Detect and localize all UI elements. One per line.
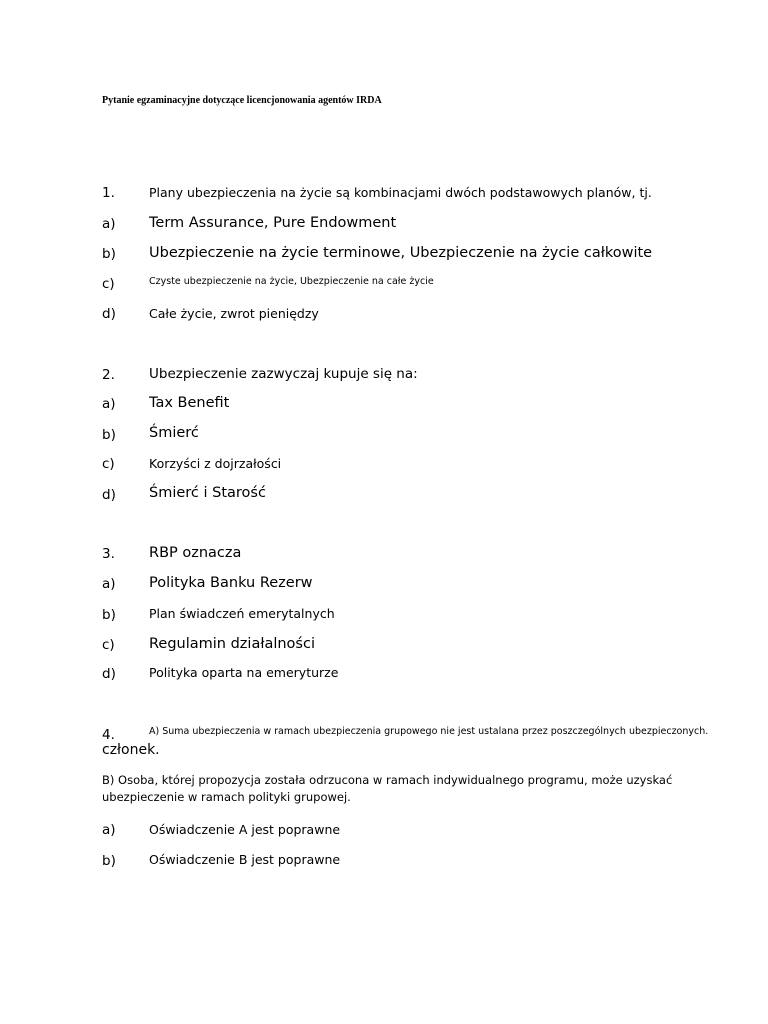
option-text: Całe życie, zwrot pieniędzy [149, 306, 319, 321]
option-text: Korzyści z dojrzałości [149, 456, 282, 471]
option-text: Regulamin działalności [149, 636, 315, 652]
option-marker: d) [102, 666, 116, 682]
option-marker: b) [102, 607, 116, 623]
option-text: Śmierć i Starość [149, 485, 266, 501]
option-marker: a) [102, 396, 116, 412]
question-number: 2. [102, 367, 115, 383]
question-text: RBP oznacza [149, 545, 242, 561]
option-marker: b) [102, 853, 116, 869]
option-marker: d) [102, 487, 116, 503]
option-marker: c) [102, 637, 115, 653]
option-text: Polityka oparta na emeryturze [149, 665, 339, 680]
question-number: 4. [102, 727, 115, 743]
option-text: Ubezpieczenie na życie terminowe, Ubezpieczenie na życie całkowite [149, 245, 653, 261]
question-number: 3. [102, 546, 115, 562]
statement-a: A) Suma ubezpieczenia w ramach ubezpieczenia grupowego nie jest ustalana przez poszczególnych ubezpieczonych. [149, 726, 709, 737]
option-text: Plan świadczeń emerytalnych [149, 606, 335, 621]
option-marker: a) [102, 822, 116, 838]
option-text: Czyste ubezpieczenie na życie, Ubezpieczenie na całe życie [149, 276, 434, 287]
option-marker: b) [102, 246, 116, 262]
question-number: 1. [102, 185, 115, 201]
option-marker: b) [102, 427, 116, 443]
statement-b: B) Osoba, której propozycja została odrzucona w ramach indywidualnego programu, może uzyskać ubezpieczenie w ramach polityki grupowej. [102, 773, 673, 804]
statement-a-continuation: członek. [102, 742, 160, 758]
option-text: Term Assurance, Pure Endowment [149, 215, 397, 231]
option-text: Oświadczenie B jest poprawne [149, 852, 341, 867]
option-text: Śmierć [149, 425, 199, 441]
option-marker: c) [102, 456, 115, 472]
option-text: Oświadczenie A jest poprawne [149, 822, 341, 837]
option-marker: c) [102, 276, 115, 292]
option-marker: a) [102, 216, 116, 232]
option-marker: d) [102, 306, 116, 322]
question-text: Ubezpieczenie zazwyczaj kupuje się na: [149, 366, 418, 382]
option-marker: a) [102, 576, 116, 592]
option-text: Polityka Banku Rezerw [149, 575, 313, 591]
question-text: Plany ubezpieczenia na życie są kombinacjami dwóch podstawowych planów, tj. [149, 185, 652, 200]
option-text: Tax Benefit [149, 395, 230, 411]
document-title: Pytanie egzaminacyjne dotyczące licencjonowania agentów IRDA [102, 95, 382, 106]
